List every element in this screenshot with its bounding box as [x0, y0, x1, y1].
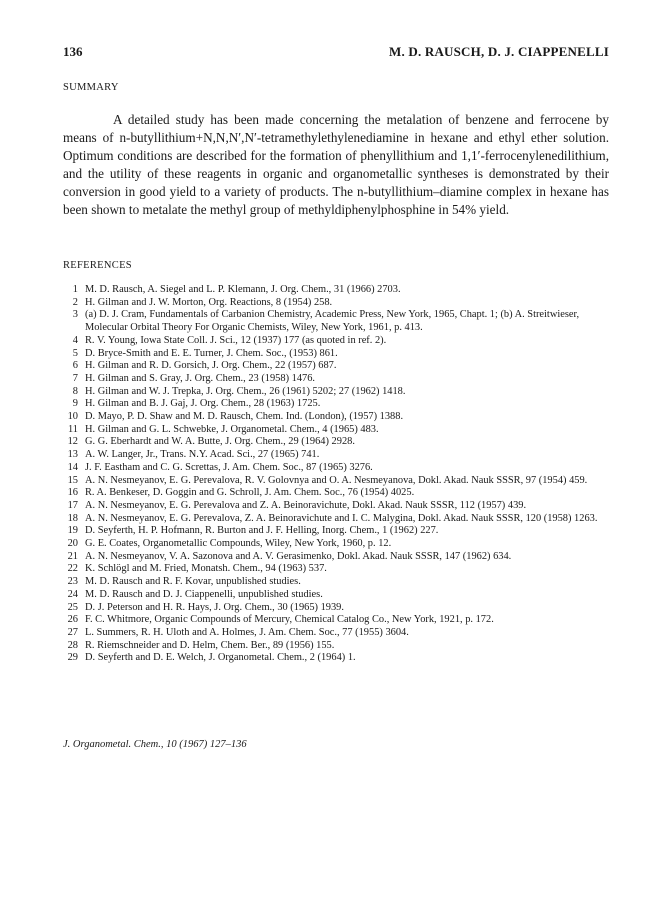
reference-item: [63, 284, 609, 297]
reference-item: [63, 449, 609, 462]
reference-item: [63, 602, 609, 615]
reference-text: F. C. Whitmore, Organic Compounds of Mercury, Chemical Catalog Co., New York, 1921, p. 172.: [85, 614, 494, 626]
reference-number: 8: [72, 385, 78, 397]
reference-text: L. Summers, R. H. Uloth and A. Holmes, J. Am. Chem. Soc., 77 (1955) 3604.: [85, 626, 409, 638]
reference-text: (a) D. J. Cram, Fundamentals of Carbanion Chemistry, Academic Press, New York, 1965, Chapt. 1; (b) A. Streitwieser, Molecular Orbital Theory For Organic Chemists, Wiley, New York, 1961, p. 413.: [85, 309, 580, 334]
reference-text: H. Gilman and J. W. Morton, Org. Reactions, 8 (1954) 258.: [85, 296, 333, 308]
reference-number: 23: [67, 576, 78, 588]
summary-text: A detailed study has been made concerning the metalation of benzene and ferrocene by means of n-butyllithium+N,N,N′,N′-tetramethylethylenediamine in hexane and ethyl ether solution. Optimum conditions are described for the formation of phenyllithium and 1,1′-ferrocenylenedilithium, and the utility of these reagents in organic and organometallic syntheses is demonstrated by their conversion in good yield to a variety of products. The n-butyllithium–diamine complex in hexane has been shown to metalate the methyl group of methyldiphenylphosphine in 54% yield.: [63, 112, 609, 217]
reference-text: D. Seyferth and D. E. Welch, J. Organometal. Chem., 2 (1964) 1.: [85, 652, 356, 664]
reference-text: A. N. Nesmeyanov, E. G. Perevalova, Z. A. Beinoravichute and I. C. Malygina, Dokl. Akad. Nauk SSSR, 120 (1958) 1263.: [85, 512, 598, 524]
reference-text: D. Seyferth, H. P. Hofmann, R. Burton and J. F. Helling, Inorg. Chem., 1 (1962) 227.: [85, 525, 439, 537]
journal-citation: J. Organometal. Chem., 10 (1967) 127–136: [63, 739, 247, 750]
reference-list: [63, 284, 609, 665]
reference-number: 17: [67, 499, 78, 511]
reference-text: A. N. Nesmeyanov, V. A. Sazonova and A. V. Gerasimenko, Dokl. Akad. Nauk SSSR, 147 (1962) 634.: [85, 550, 512, 562]
reference-number: 13: [67, 449, 78, 461]
reference-item: [63, 309, 609, 334]
reference-item: [63, 640, 609, 653]
reference-text: R. Riemschneider and D. Helm, Chem. Ber., 89 (1956) 155.: [85, 639, 335, 651]
reference-number: 11: [67, 423, 78, 435]
reference-item: [63, 525, 609, 538]
reference-text: J. F. Eastham and C. G. Screttas, J. Am. Chem. Soc., 87 (1965) 3276.: [85, 461, 373, 473]
reference-number: 26: [67, 614, 78, 626]
reference-text: M. D. Rausch and R. F. Kovar, unpublished studies.: [85, 576, 301, 588]
reference-item: [63, 348, 609, 361]
reference-text: A. N. Nesmeyanov, E. G. Perevalova, R. V. Golovnya and O. A. Nesmeyanova, Dokl. Akad. Nauk SSSR, 97 (1954) 459.: [85, 474, 588, 486]
reference-number: 14: [67, 461, 78, 473]
reference-item: [63, 373, 609, 386]
reference-item: [63, 576, 609, 589]
reference-item: [63, 360, 609, 373]
reference-number: 3: [72, 309, 78, 321]
reference-text: R. V. Young, Iowa State Coll. J. Sci., 12 (1937) 177 (as quoted in ref. 2).: [85, 334, 387, 346]
reference-item: [63, 462, 609, 475]
reference-number: 1: [72, 284, 78, 295]
reference-number: 16: [67, 487, 78, 499]
reference-text: D. Bryce-Smith and E. E. Turner, J. Chem. Soc., (1953) 861.: [85, 347, 338, 359]
page-number: 136: [63, 44, 83, 59]
reference-number: 12: [67, 436, 78, 448]
reference-item: [63, 563, 609, 576]
summary-heading: SUMMARY: [63, 82, 119, 93]
reference-item: [63, 627, 609, 640]
reference-item: [63, 551, 609, 564]
reference-item: [63, 335, 609, 348]
reference-number: 28: [67, 639, 78, 651]
reference-text: G. G. Eberhardt and W. A. Butte, J. Org. Chem., 29 (1964) 2928.: [85, 436, 355, 448]
reference-number: 15: [67, 474, 78, 486]
running-head-authors: M. D. RAUSCH, D. J. CIAPPENELLI: [389, 44, 609, 59]
reference-item: [63, 487, 609, 500]
reference-number: 4: [72, 334, 78, 346]
reference-number: 27: [67, 626, 78, 638]
reference-item: [63, 538, 609, 551]
reference-number: 9: [72, 398, 78, 410]
reference-number: 29: [67, 652, 78, 664]
reference-item: [63, 614, 609, 627]
reference-text: R. A. Benkeser, D. Goggin and G. Schroll, J. Am. Chem. Soc., 76 (1954) 4025.: [85, 487, 415, 499]
reference-item: [63, 652, 609, 665]
reference-number: 18: [67, 512, 78, 524]
reference-text: H. Gilman and R. D. Gorsich, J. Org. Chem., 22 (1957) 687.: [85, 360, 337, 372]
reference-item: [63, 398, 609, 411]
reference-number: 7: [72, 372, 78, 384]
reference-item: [63, 589, 609, 602]
reference-number: 5: [72, 347, 78, 359]
references-heading: REFERENCES: [63, 260, 132, 271]
reference-text: D. Mayo, P. D. Shaw and M. D. Rausch, Chem. Ind. (London), (1957) 1388.: [85, 411, 404, 423]
reference-text: K. Schlögl and M. Fried, Monatsh. Chem., 94 (1963) 537.: [85, 563, 327, 575]
reference-text: D. J. Peterson and H. R. Hays, J. Org. Chem., 30 (1965) 1939.: [85, 601, 344, 613]
reference-number: 2: [72, 296, 78, 308]
reference-item: [63, 500, 609, 513]
reference-item: [63, 411, 609, 424]
reference-number: 6: [72, 360, 78, 372]
reference-text: H. Gilman and W. J. Trepka, J. Org. Chem., 26 (1961) 5202; 27 (1962) 1418.: [85, 385, 406, 397]
reference-number: 22: [67, 563, 78, 575]
reference-item: [63, 513, 609, 526]
reference-item: [63, 475, 609, 488]
reference-number: 21: [67, 550, 78, 562]
reference-text: M. D. Rausch, A. Siegel and L. P. Klemann, J. Org. Chem., 31 (1966) 2703.: [85, 284, 401, 295]
reference-text: M. D. Rausch and D. J. Ciappenelli, unpublished studies.: [85, 588, 323, 600]
reference-text: H. Gilman and B. J. Gaj, J. Org. Chem., 28 (1963) 1725.: [85, 398, 321, 410]
reference-item: [63, 436, 609, 449]
reference-number: 20: [67, 538, 78, 550]
reference-text: A. N. Nesmeyanov, E. G. Perevalova and Z. A. Beinoravichute, Dokl. Akad. Nauk SSSR, 112 (1957) 439.: [85, 499, 527, 511]
reference-item: [63, 424, 609, 437]
reference-number: 24: [67, 588, 78, 600]
reference-number: 19: [67, 525, 78, 537]
reference-text: A. W. Langer, Jr., Trans. N.Y. Acad. Sci., 27 (1965) 741.: [85, 449, 320, 461]
reference-text: H. Gilman and G. L. Schwebke, J. Organometal. Chem., 4 (1965) 483.: [85, 423, 379, 435]
reference-item: [63, 386, 609, 399]
reference-number: 10: [67, 411, 78, 423]
reference-text: H. Gilman and S. Gray, J. Org. Chem., 23 (1958) 1476.: [85, 372, 316, 384]
reference-text: G. E. Coates, Organometallic Compounds, Wiley, New York, 1960, p. 12.: [85, 538, 392, 550]
reference-number: 25: [67, 601, 78, 613]
reference-item: [63, 297, 609, 310]
